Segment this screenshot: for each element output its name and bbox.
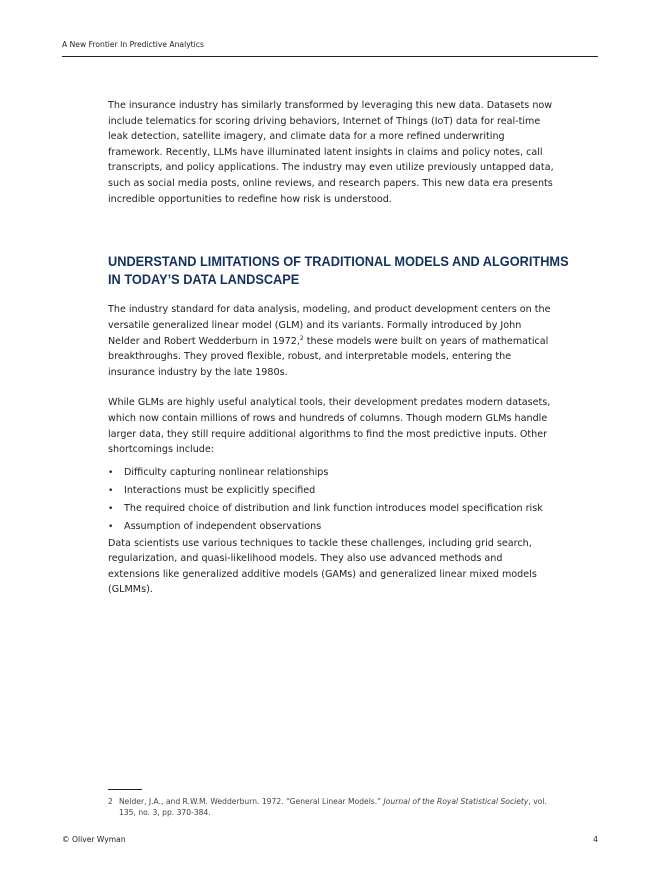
running-header: A New Frontier In Predictive Analytics xyxy=(62,40,204,49)
list-item xyxy=(108,518,554,536)
glm-paragraph-text-cont: these models were built on years of mathematical breakthroughs. They proved flexible, robust, and interpretable models, entering the insurance industry by the late 1980s. xyxy=(108,335,549,378)
list-item xyxy=(108,500,554,518)
bullet-icon: • xyxy=(108,467,114,478)
list-item xyxy=(108,464,554,482)
intro-paragraph: The insurance industry has similarly transformed by leveraging this new data. Datasets now include telematics for scoring driving behaviors, Internet of Things (IoT) data for real-time leak detection, satellite imagery, and climate data for a more refined underwriting framework. Recently, LLMs have illuminated latent insights in claims and policy notes, call transcripts, and policy applications. The industry may even utilize previously untapped data, such as social media posts, online reviews, and research papers. This new data era presents incredible opportunities to redefine how risk is understood. xyxy=(108,100,554,205)
glm-paragraph-text: The industry standard for data analysis, modeling, and product development centers on the versatile generalized linear model (GLM) and its variants. Formally introduced by John Nelder and Robert Wedderburn in 1972, xyxy=(108,304,551,347)
list-item-text: The required choice of distribution and link function introduces model specification risk xyxy=(124,502,543,514)
bullet-icon: • xyxy=(108,485,114,496)
techniques-paragraph: Data scientists use various techniques to tackle these challenges, including grid search, regularization, and quasi-likelihood models. They also use advanced methods and extensions like generalized additive models (GAMs) and generalized linear mixed models (GLMMs). xyxy=(108,537,537,596)
bullet-icon: • xyxy=(108,521,114,532)
footnote-citation-end: , vol. 135, no. 3, pp. 370-384. xyxy=(119,797,547,817)
footnote-text xyxy=(119,796,548,818)
glm-paragraph xyxy=(108,302,554,380)
page-number: 4 xyxy=(593,835,598,844)
header-divider xyxy=(62,56,598,57)
section-heading xyxy=(108,254,569,289)
footnote-journal: Journal of the Royal Statistical Society xyxy=(383,797,529,806)
section-heading-line-1: UNDERSTAND LIMITATIONS OF TRADITIONAL MODELS AND ALGORITHMS xyxy=(108,254,569,271)
list-item xyxy=(108,482,554,500)
list-item-text: Assumption of independent observations xyxy=(124,520,322,532)
list-item-text: Difficulty capturing nonlinear relationships xyxy=(124,466,329,478)
footnote-number: 2 xyxy=(108,797,113,806)
main-content xyxy=(108,98,569,598)
bullet-icon: • xyxy=(108,503,114,514)
glm-limitations-paragraph: While GLMs are highly useful analytical tools, their development predates modern datasets, which now contain millions of rows and hundreds of columns. Though modern GLMs handle larger data, they still require additional algorithms to find the most predictive inputs. Other shortcomings include: xyxy=(108,397,551,456)
footnote-divider xyxy=(108,789,142,790)
footnote-citation: Nelder, J.A., and R.W.M. Wedderburn. 1972. “General Linear Models.” xyxy=(119,797,384,806)
footnote-reference[interactable]: 2 xyxy=(299,334,304,342)
footnote xyxy=(108,796,548,818)
list-item-text: Interactions must be explicitly specified xyxy=(124,484,316,496)
section-heading-line-2: IN TODAY’S DATA LANDSCAPE xyxy=(108,271,300,288)
footer-copyright: © Oliver Wyman xyxy=(62,835,126,844)
shortcomings-list xyxy=(108,464,554,536)
